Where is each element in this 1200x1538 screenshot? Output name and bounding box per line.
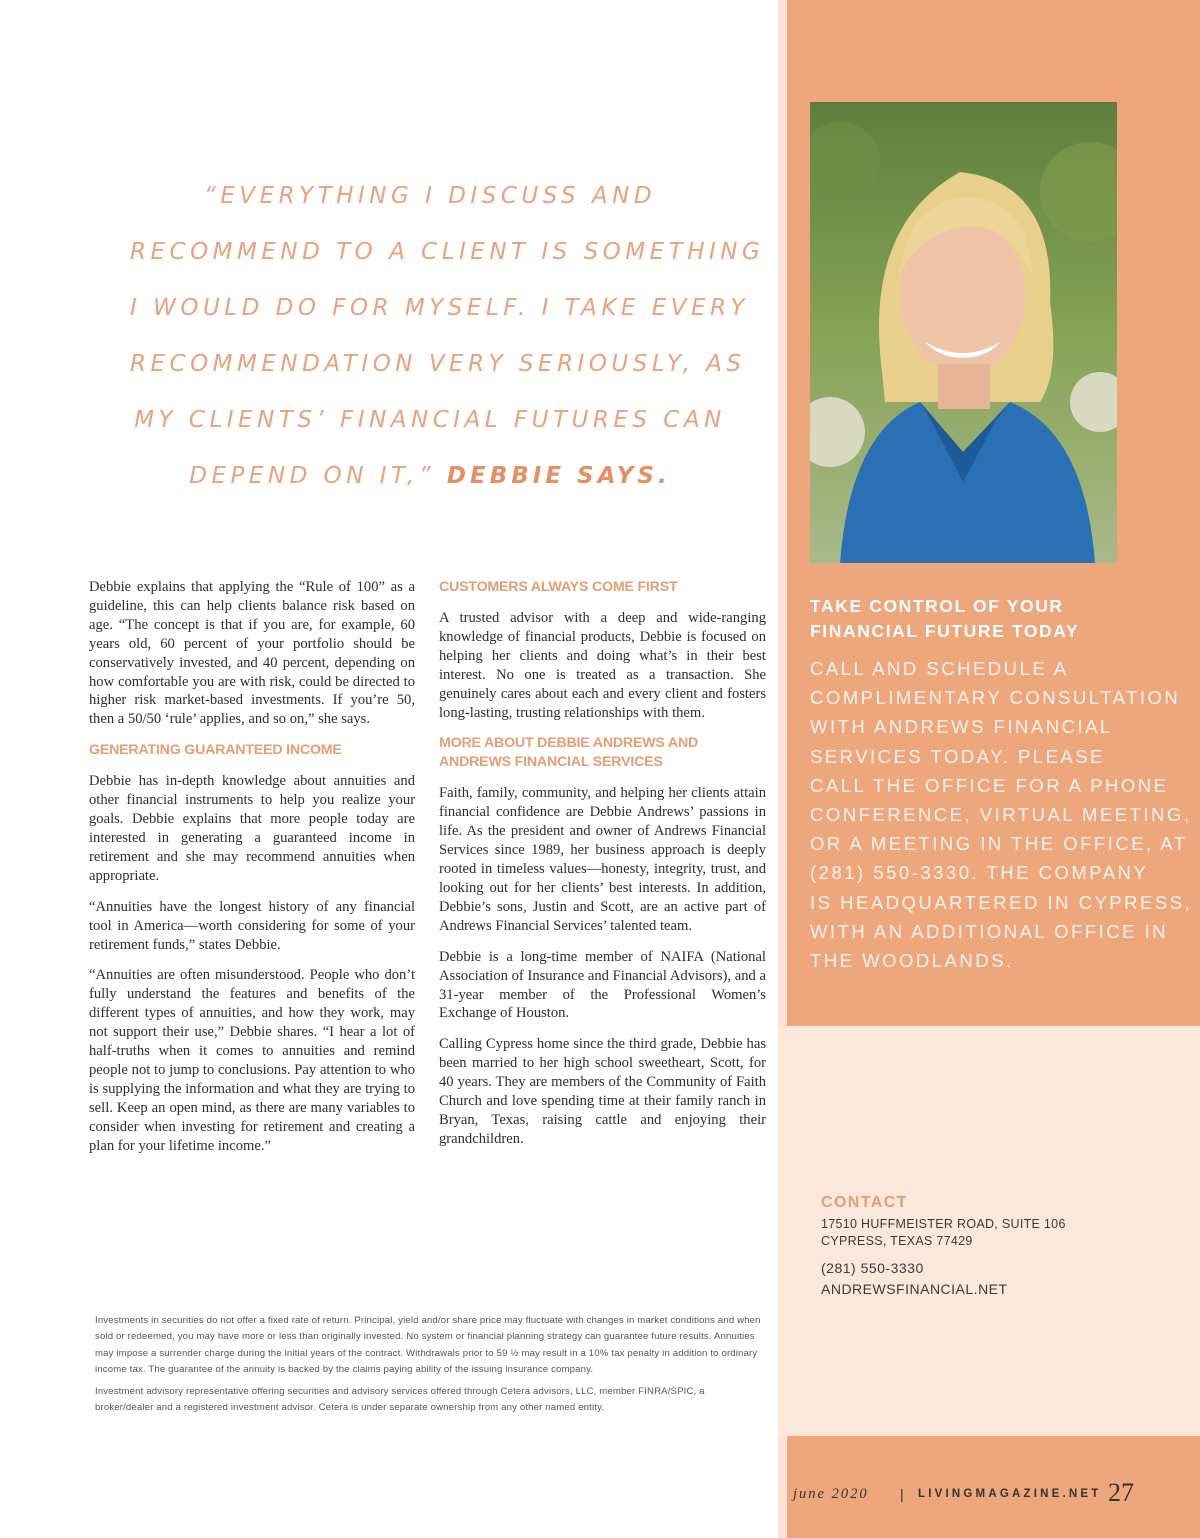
magazine-site-link[interactable]: LIVINGMAGAZINE.NET bbox=[918, 1488, 1102, 1500]
paragraph: Calling Cypress home since the third grade, Debbie has been married to her high school sweetheart, Scott, for 40 years. They are members of the Community of Faith Church and love spending time at their family ranch in Bryan, Texas, raising cattle and enjoying their grandchildren. bbox=[439, 1036, 766, 1147]
cta-line: OR A MEETING IN THE OFFICE, AT bbox=[810, 833, 1188, 855]
contact-website-link[interactable]: ANDREWSFINANCIAL.NET bbox=[821, 1281, 1008, 1297]
cta-line: IS HEADQUARTERED IN CYPRESS, bbox=[810, 891, 1193, 913]
paragraph: Debbie explains that applying the “Rule of 100” as a guideline, this can help clients balance risk based on age. “The concept is that if you are, for example, 60 years old, 60 percent of your portfolio should be conservatively invested, and 40 percent, depending on how comfortable you are with risk, could be directed to higher risk market-based investments. If you’re 50, then a 50/50 ‘rule’ applies, and so on,” she says. bbox=[89, 579, 415, 728]
cta-line: THE WOODLANDS. bbox=[810, 950, 1014, 972]
address-line-2: CYPRESS, TEXAS 77429 bbox=[821, 1234, 973, 1248]
cta-line: CALL AND SCHEDULE A bbox=[810, 658, 1069, 679]
paragraph: “Annuities have the longest history of any financial tool in America—worth considering for some of your retirement funds,” states Debbie. bbox=[89, 898, 415, 953]
pull-quote-last-line: DEPEND ON IT,” bbox=[189, 463, 436, 489]
page-footer bbox=[790, 1476, 1190, 1516]
cta-line: CALL THE OFFICE FOR A PHONE bbox=[810, 774, 1169, 796]
pull-quote-line: “EVERYTHING I DISCUSS AND bbox=[203, 183, 657, 209]
pull-quote bbox=[130, 168, 765, 504]
call-to-action-box bbox=[810, 594, 1193, 975]
address-line-1: 17510 HUFFMEISTER ROAD, SUITE 106 bbox=[821, 1217, 1066, 1231]
cta-body bbox=[810, 654, 1193, 975]
issue-date: june 2020 bbox=[793, 1486, 869, 1502]
section-heading: MORE ABOUT DEBBIE ANDREWS AND ANDREWS FINANCIAL SERVICES bbox=[439, 735, 699, 771]
cta-line: (281) 550-3330. THE COMPANY bbox=[810, 862, 1149, 884]
cta-line: WITH ANDREWS FINANCIAL bbox=[810, 716, 1113, 738]
pull-quote-line: MY CLIENTS’ FINANCIAL FUTURES CAN bbox=[134, 407, 726, 433]
pull-quote-attribution: DEBBIE SAYS. bbox=[446, 463, 671, 489]
pull-quote-line: RECOMMENDATION VERY SERIOUSLY, AS bbox=[130, 351, 746, 377]
pull-quote-line: I WOULD DO FOR MYSELF. I TAKE EVERY bbox=[130, 295, 750, 321]
page-number: 27 bbox=[1108, 1478, 1134, 1507]
cta-title: TAKE CONTROL OF YOUR FINANCIAL FUTURE TODAY bbox=[810, 596, 1080, 641]
paragraph: Debbie has in-depth knowledge about annuities and other financial instruments to help you realize your goals. Debbie explains that more people today are interested in generating a guaranteed income in retirement and she may recommend annuities when appropriate. bbox=[89, 773, 415, 884]
contact-block bbox=[821, 1194, 1141, 1300]
cta-line: WITH AN ADDITIONAL OFFICE IN bbox=[810, 920, 1169, 942]
contact-title: CONTACT bbox=[821, 1194, 908, 1211]
cta-line: CONFERENCE, VIRTUAL MEETING, bbox=[810, 804, 1192, 826]
contact-phone[interactable]: (281) 550-3330 bbox=[821, 1260, 924, 1276]
article-column-1 bbox=[89, 578, 415, 1167]
paragraph: Debbie is a long-time member of NAIFA (National Association of Insurance and Financial Advisors), and a 31-year member of the Professional Women’s Exchange of Houston. bbox=[439, 948, 766, 1022]
disclaimer-paragraph: Investments in securities do not offer a fixed rate of return. Principal, yield and/or share price may fluctuate with changes in market conditions and when sold or redeemed, you may have more or less than originally invested. No system or financial planning strategy can guarantee future results. Annuities may impose a surrender charge during the initial years of the contract. Withdrawals prior to 59 ½ may result in a 10% tax penalty in addition to ordinary income tax. The guarantee of the annuity is backed by the claims paying ability of the issuing insurance company. bbox=[95, 1315, 761, 1375]
pull-quote-line bbox=[130, 448, 730, 504]
paragraph: Faith, family, community, and helping her clients attain financial confidence are Debbie Andrews’ passions in life. As the president and owner of Andrews Financial Services since 1989, her business approach is deeply rooted in timeless values—honesty, integrity, trust, and looking out for her clients’ best interests. In addition, Debbie’s sons, Justin and Scott, are an active part of Andrews Financial Services’ talented team. bbox=[439, 785, 766, 934]
section-heading: CUSTOMERS ALWAYS COME FIRST bbox=[439, 579, 678, 595]
paragraph: A trusted advisor with a deep and wide-ranging knowledge of financial products, Debbie is focused on helping her clients and doing what’s in their best interest. No one is treated as a transaction. She genuinely cares about each and every client and fosters long-lasting, trusting relationships with them. bbox=[439, 610, 766, 721]
article-column-2 bbox=[439, 578, 766, 1161]
portrait-photo bbox=[810, 102, 1117, 563]
disclaimer-paragraph: Investment advisory representative offering securities and advisory services offered through Cetera advisors, LLC, member FINRA/SPIC, a broker/dealer and a registered investment advisor. Cetera is under separate ownership from any other named entity. bbox=[95, 1386, 705, 1414]
disclaimer bbox=[95, 1313, 763, 1423]
section-heading: GENERATING GUARANTEED INCOME bbox=[89, 742, 342, 759]
cta-line: COMPLIMENTARY CONSULTATION bbox=[810, 687, 1181, 709]
paragraph: “Annuities are often misunderstood. People who don’t fully understand the features and benefits of the different types of annuities, and how they work, may not support their use,” Debbie shares. “I hear a lot of half-truths when it comes to annuities and remind people not to jump to conclusions. Pay attention to who is supplying the information and what they are trying to sell. Keep an open mind, as there are many variables to consider when investing for retirement and creating a plan for your lifetime income.” bbox=[89, 967, 415, 1154]
footer-separator: | bbox=[900, 1486, 904, 1502]
pull-quote-line: RECOMMEND TO A CLIENT IS SOMETHING bbox=[130, 239, 765, 265]
cta-line: SERVICES TODAY. PLEASE bbox=[810, 745, 1105, 767]
